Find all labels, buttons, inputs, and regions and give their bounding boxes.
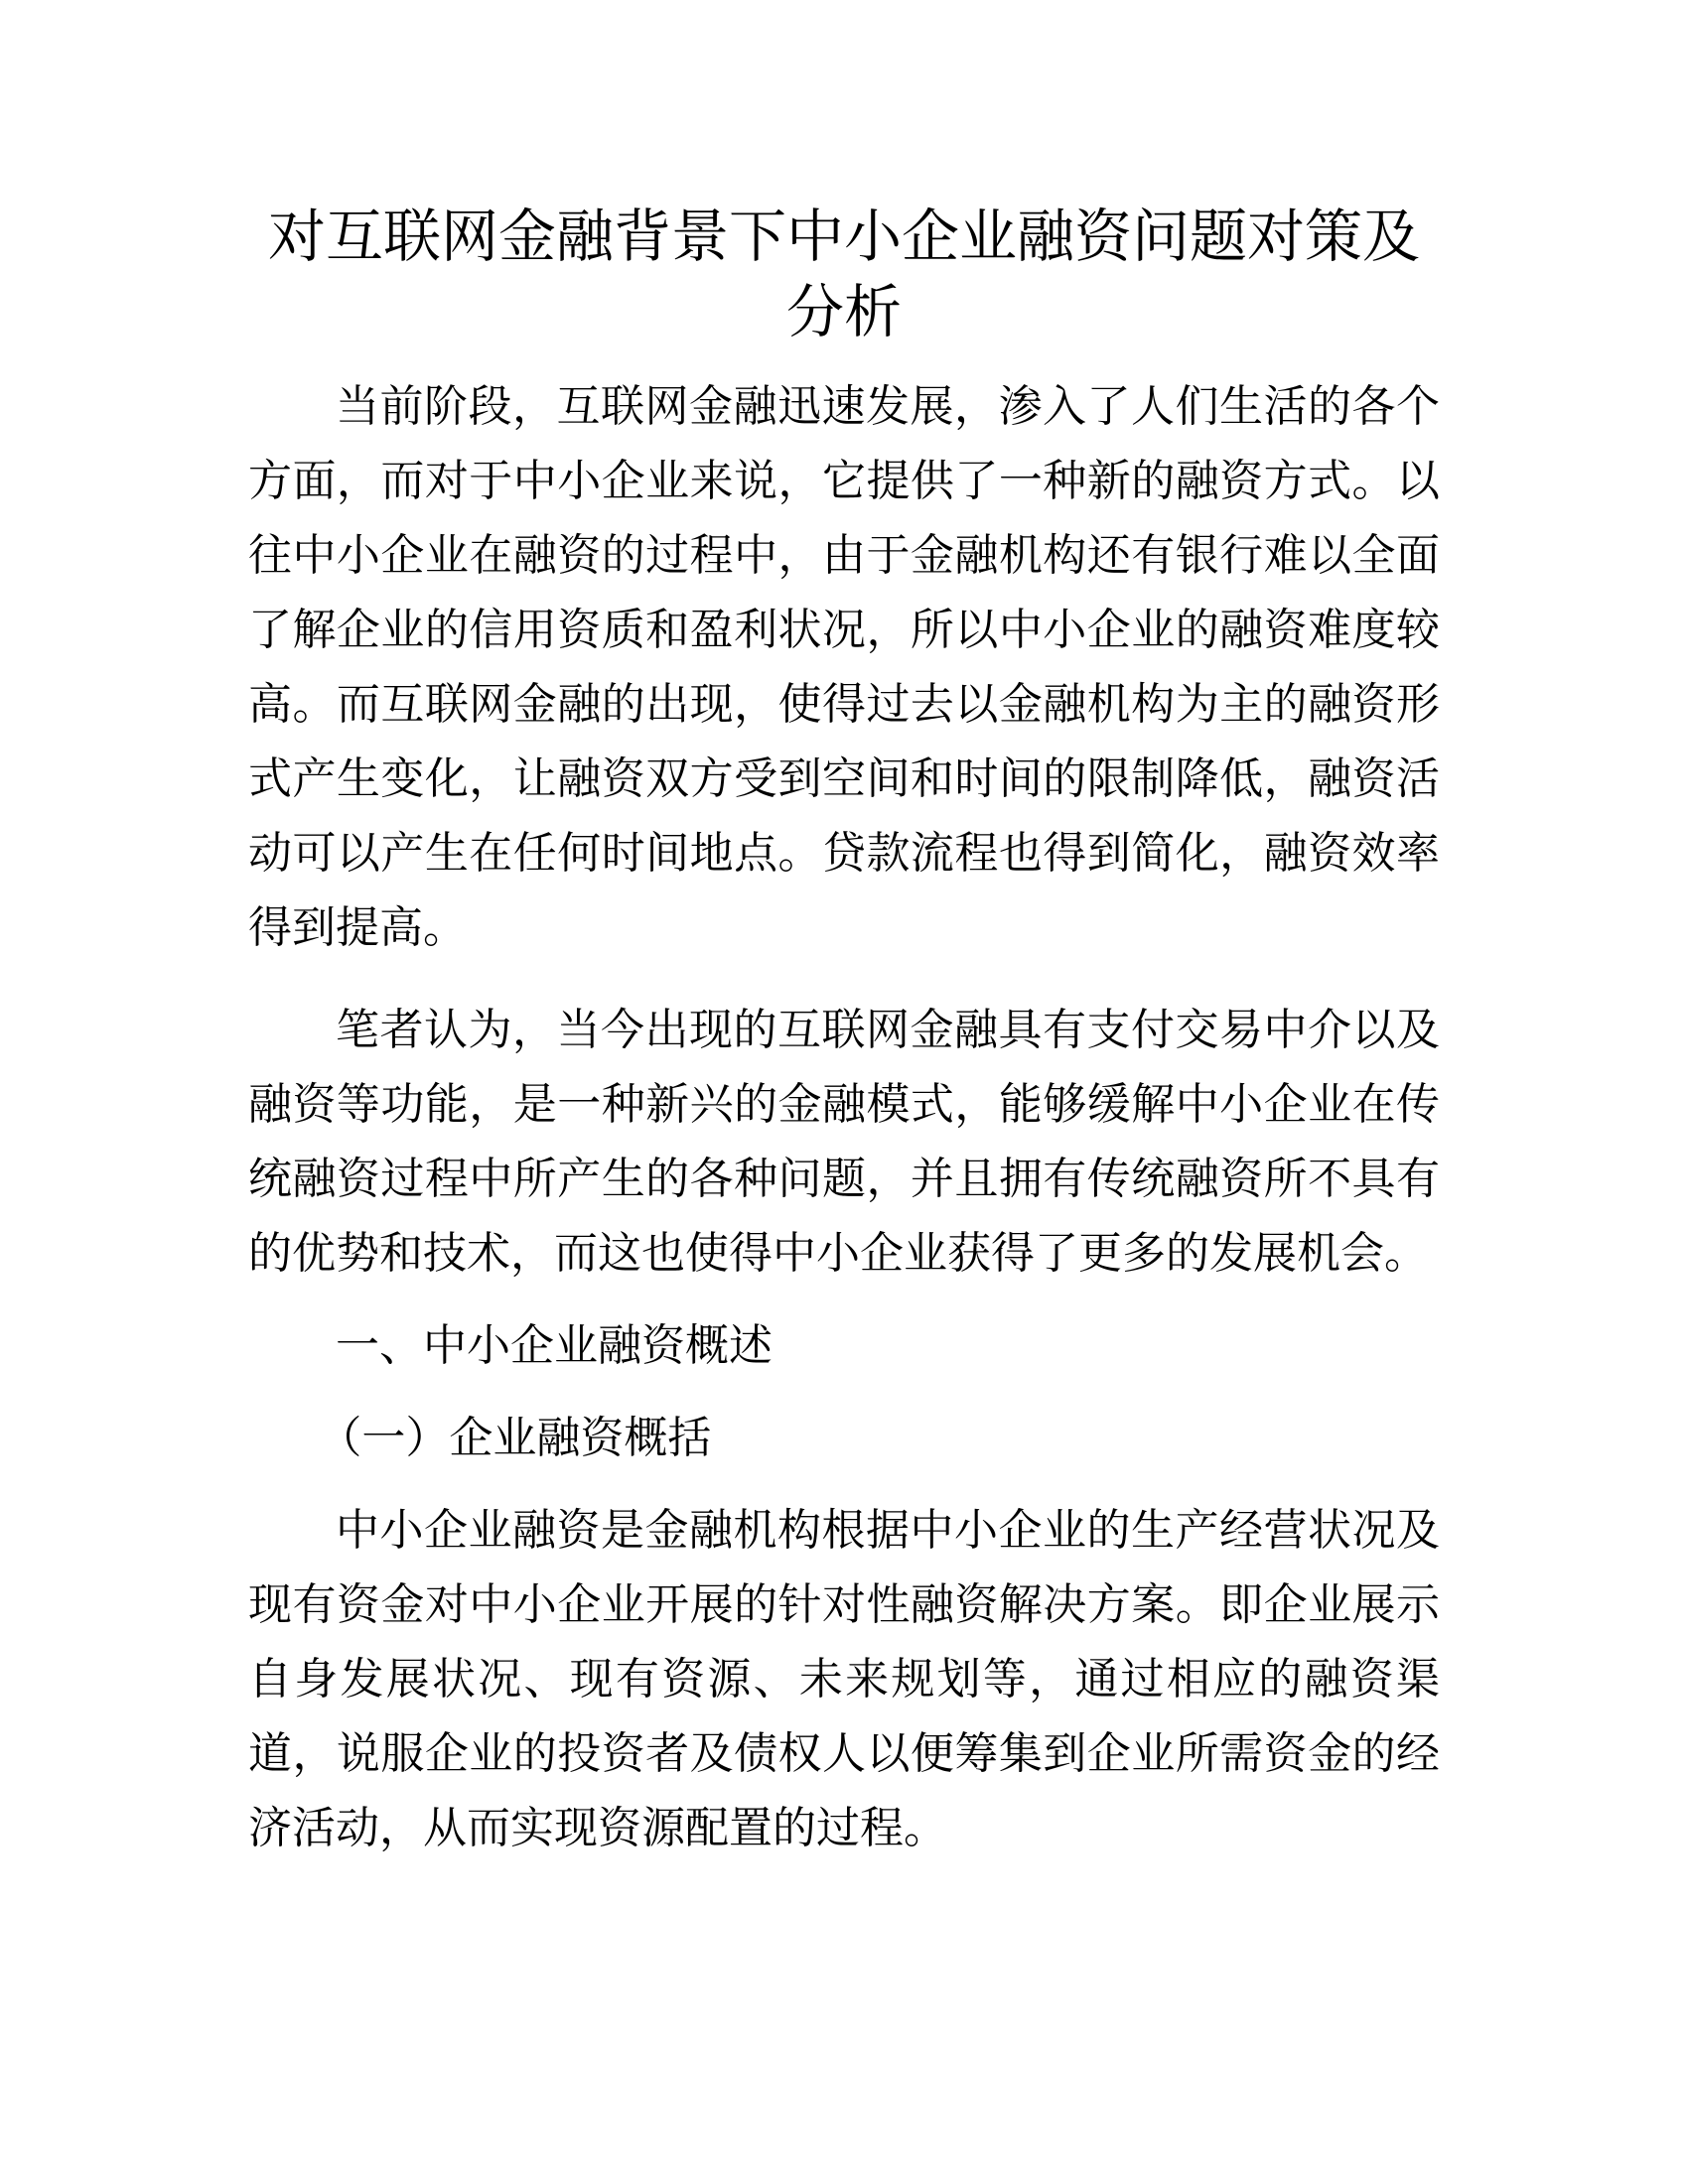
document-title: 对互联网金融背景下中小企业融资问题对策及分析 [267,203,1420,345]
subsection-heading: （一）企业融资概括 [318,1413,712,1463]
document-page [248,199,1440,1865]
section-heading: 一、中小企业融资概述 [336,1320,773,1371]
intro-paragraph: 当前阶段，互联网金融迅速发展，渗入了人们生活的各个方面，而对于中小企业来说，它提供了一种新的融资方式。以往中小企业在融资的过程中，由于金融机构还有银行难以全面了解企业的信用资质和盈利状况，所以中小企业的融资难度较高。而互联网金融的出现，使得过去以金融机构为主的融资形式产生变化，让融资双方受到空间和时间的限制降低，融资活动可以产生在任何时间地点。贷款流程也得到简化，融资效率得到提高。 [248,381,1440,953]
opinion-paragraph: 笔者认为，当今出现的互联网金融具有支付交易中介以及融资等功能，是一种新兴的金融模式，能够缓解中小企业在传统融资过程中所产生的各种问题，并且拥有传统融资所不具有的优势和技术，而这也使得中小企业获得了更多的发展机会。 [248,1005,1440,1279]
definition-paragraph: 中小企业融资是金融机构根据中小企业的生产经营状况及现有资金对中小企业开展的针对性融资解决方案。即企业展示自身发展状况、现有资源、未来规划等，通过相应的融资渠道，说服企业的投资者及债权人以便筹集到企业所需资金的经济活动，从而实现资源配置的过程。 [248,1505,1440,1853]
